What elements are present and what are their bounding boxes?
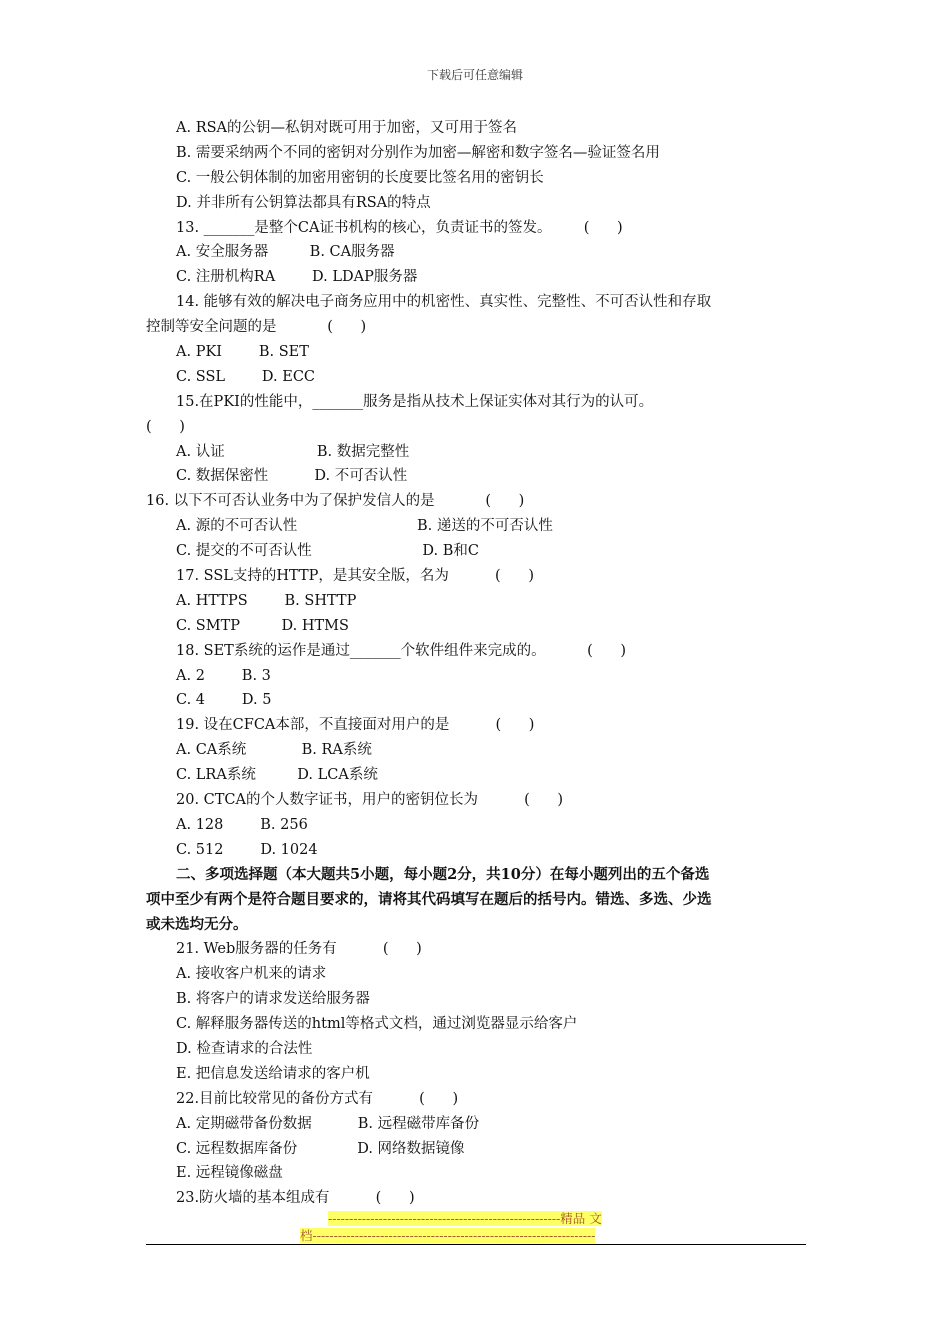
text-line: C. 提交的不可否认性 D. B和C [176,543,479,560]
text-line: A. PKI B. SET [176,344,309,361]
text-line: C. SSL D. ECC [176,368,316,385]
text-line: C. 4 D. 5 [176,692,272,709]
text-line: 或未选均无分。 [146,915,248,933]
text-line: A. 128 B. 256 [176,816,308,833]
text-line: C. 解释服务器传送的html等格式文档，通过浏览器显示给客户 [176,1016,578,1033]
text-line: 19. 设在CFCA本部，不直接面对用户的是 ( ) [176,717,535,734]
text-line: 二、多项选择题（本大题共5小题，每小题2分，共10分）在每小题列出的五个备选 [176,865,710,883]
text-line: C. 512 D. 1024 [176,841,318,858]
text-line: D. 检查请求的合法性 [176,1040,313,1057]
text-line: A. 源的不可否认性 B. 递送的不可否认性 [176,518,553,535]
text-line: C. 数据保密性 D. 不可否认性 [176,468,408,485]
text-line: 14. 能够有效的解决电子商务应用中的机密性、真实性、完整性、不可否认性和存取 [176,294,712,311]
text-line: 16. 以下不可否认业务中为了保护发信人的是 ( ) [146,493,525,510]
text-line: C. LRA系统 D. LCA系统 [176,767,378,784]
text-line: A. 安全服务器 B. CA服务器 [176,244,395,261]
text-line: B. 将客户的请求发送给服务器 [176,991,370,1008]
text-line: 18. SET系统的运作是通过_______个软件组件来完成的。 ( ) [176,642,627,659]
text-line: C. 一般公钥体制的加密用密钥的长度要比签名用的密钥长 [176,169,544,186]
text-line: A. 认证 B. 数据完整性 [176,443,410,460]
text-line: ( ) [146,418,185,435]
text-line: B. 需要采纳两个不同的密钥对分别作为加密—解密和数字签名—验证签名用 [176,144,660,161]
text-line: D. 并非所有公钥算法都具有RSA的特点 [176,194,431,211]
text-line: C. 注册机构RA D. LDAP服务器 [176,269,418,286]
text-line: C. SMTP D. HTMS [176,617,349,634]
text-line: 20. CTCA的个人数字证书，用户的密钥位长为 ( ) [176,792,564,809]
page-header: 下载后可任意编辑 [426,68,523,82]
text-line: A. CA系统 B. RA系统 [176,742,372,759]
text-line: A. 接收客户机来的请求 [176,966,327,983]
text-line: 23.防火墙的基本组成有 ( ) [176,1190,415,1207]
text-line: C. 远程数据库备份 D. 网络数据镜像 [176,1140,465,1157]
text-line: 13. _______是整个CA证书机构的核心，负责证书的签发。 ( ) [176,219,623,236]
footer-rule [146,1244,806,1245]
text-line: A. RSA的公钥—私钥对既可用于加密，又可用于签名 [176,120,518,136]
text-line: 17. SSL支持的HTTP，是其安全版，名为 ( ) [176,568,534,585]
text-line: 21. Web服务器的任务有 ( ) [176,941,422,958]
text-line: A. 2 B. 3 [176,667,271,684]
text-line: E. 把信息发送给请求的客户机 [176,1065,370,1082]
text-line: 22.目前比较常见的备份方式有 ( ) [176,1090,459,1107]
text-line: E. 远程镜像磁盘 [176,1165,283,1182]
footer-watermark [300,1210,660,1244]
footer-line-1: -------------------------------------------------------精品 文 [328,1211,602,1226]
document-body [146,116,808,1211]
text-line: 控制等安全问题的是 ( ) [146,319,367,336]
text-line: 15.在PKI的性能中，_______服务是指从技术上保证实体对其行为的认可。 [176,393,654,410]
text-line: A. HTTPS B. SHTTP [176,592,357,609]
footer-line-2: 档------------------------------------------------------------------- [300,1228,596,1243]
text-line: A. 定期磁带备份数据 B. 远程磁带库备份 [176,1115,480,1132]
text-line: 项中至少有两个是符合题目要求的，请将其代码填写在题后的括号内。错选、多选、少选 [146,890,712,908]
